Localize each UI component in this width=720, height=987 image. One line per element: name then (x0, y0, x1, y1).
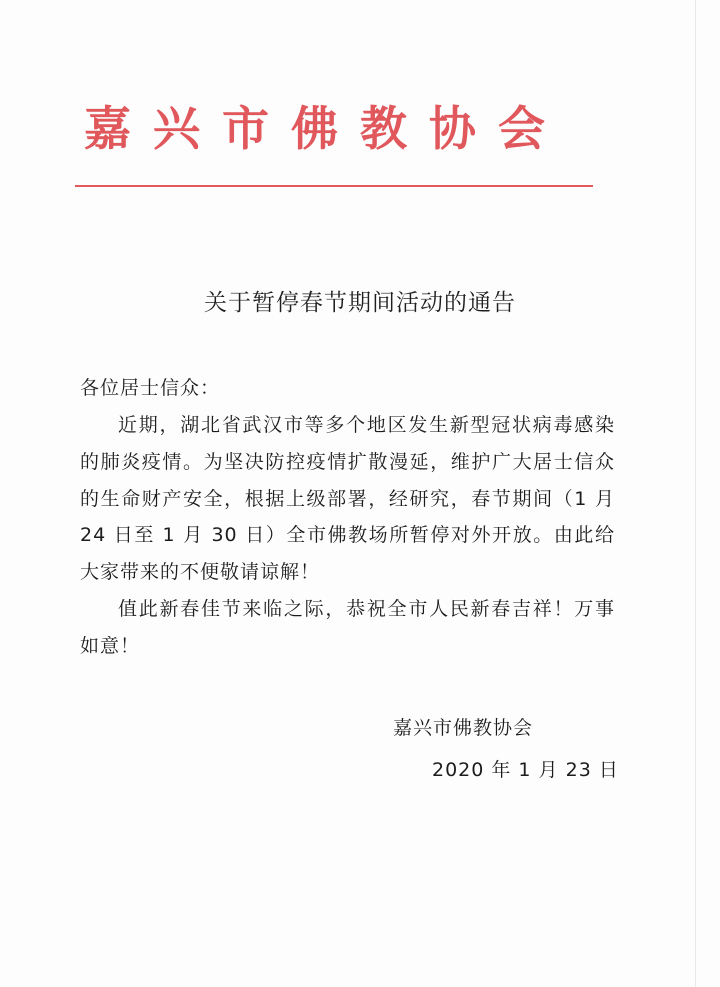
body-paragraph: 值此新春佳节来临之际，恭祝全市人民新春吉祥！万事如意！ (80, 597, 615, 657)
body-paragraph: 近期，湖北省武汉市等多个地区发生新型冠状病毒感染的肺炎疫情。为坚决防控疫情扩散漫延，维护广大居士信众的生命财产安全，根据上级部署，经研究，春节期间（1 月 24 日至 1 月 30 日）全市佛教场所暂停对外开放。由此给大家带来的不便敬请谅解！ (80, 414, 615, 584)
paper-fold-line (695, 0, 696, 987)
notice-body (80, 407, 615, 665)
notice-title: 关于暂停春节期间活动的通告 (204, 290, 516, 316)
letterhead-red-rule (75, 185, 593, 187)
letterhead-org-name: 嘉兴市佛教协会 (84, 102, 567, 157)
signature-org: 嘉兴市佛教协会 (393, 717, 534, 739)
signature-date: 2020 年 1 月 23 日 (432, 759, 619, 781)
salutation: 各位居士信众： (80, 377, 221, 399)
